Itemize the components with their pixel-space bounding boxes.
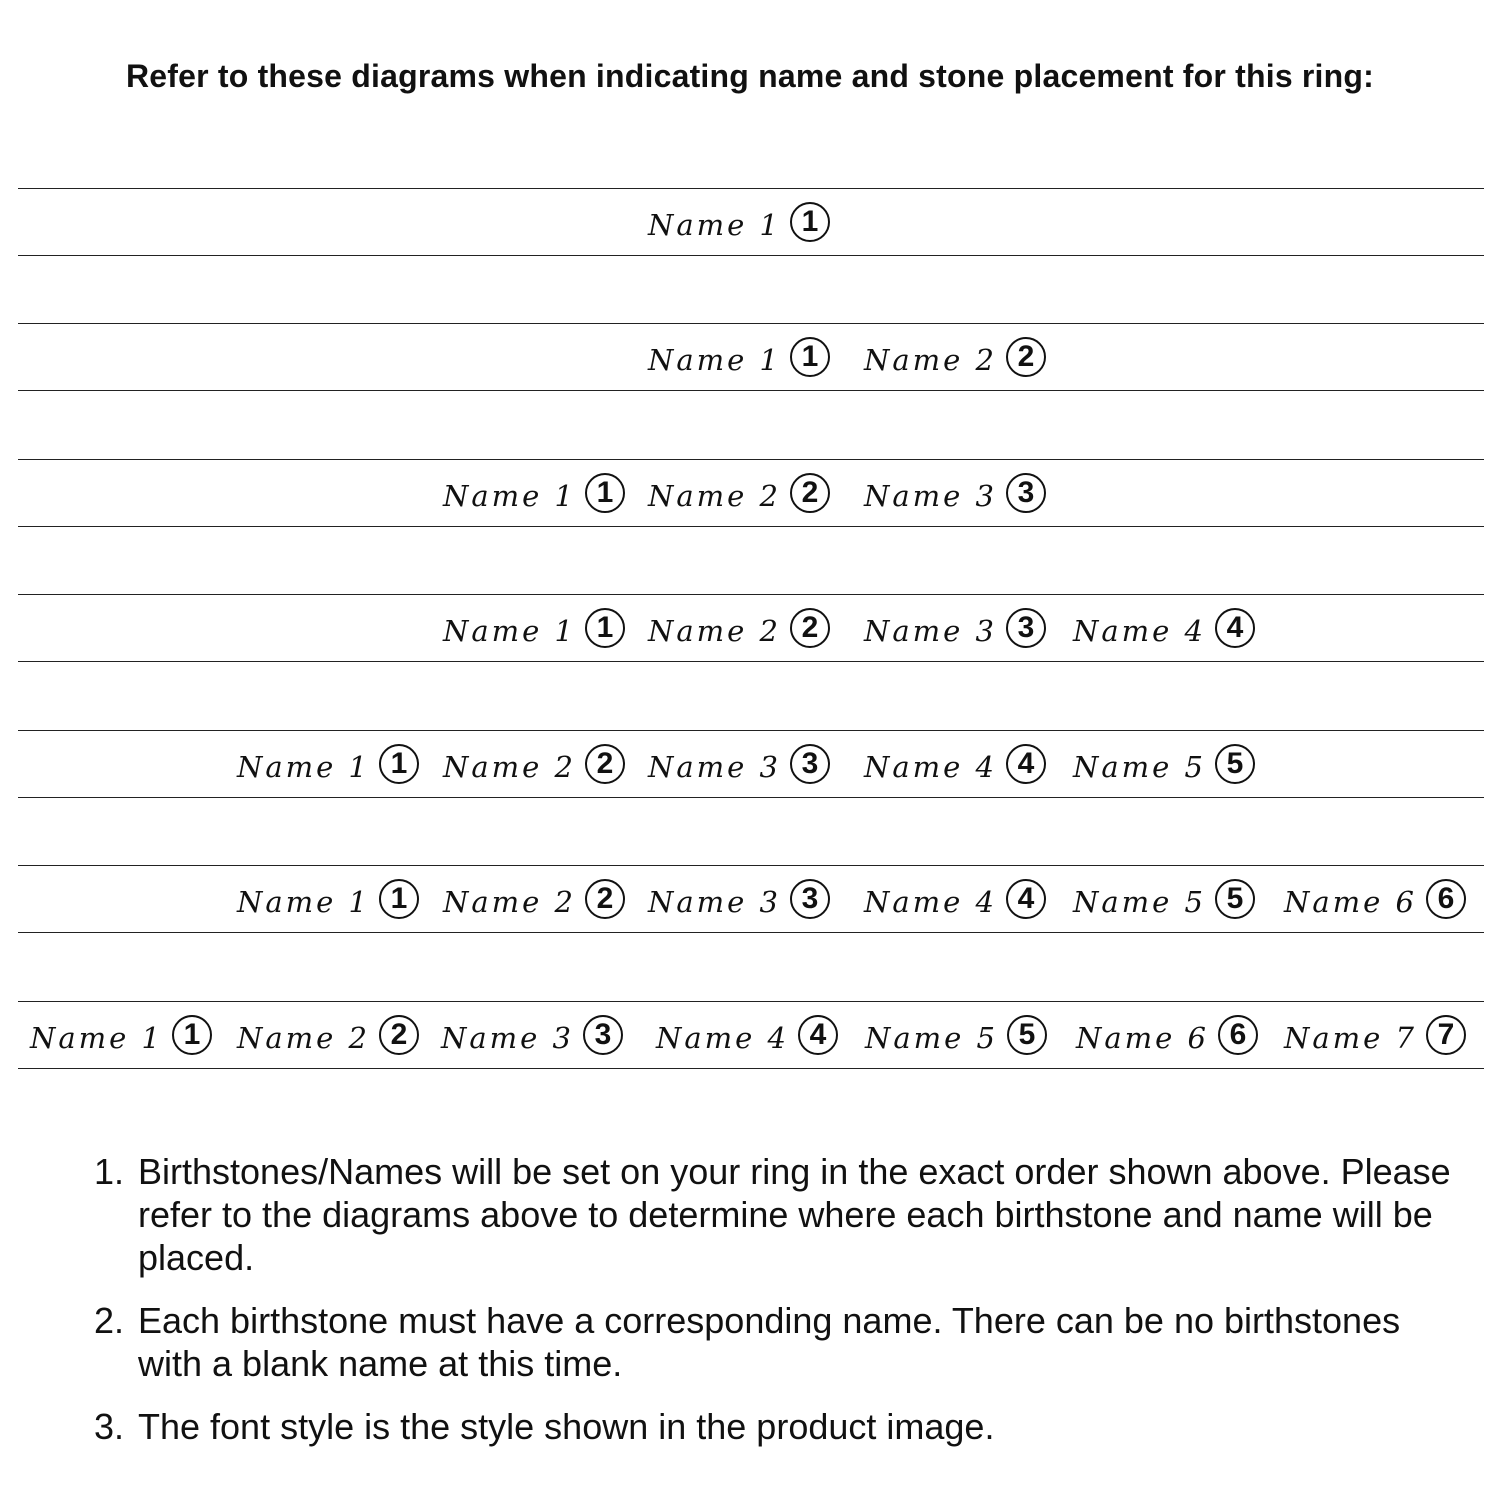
- stone-number-circle: 5: [1215, 744, 1255, 784]
- name-placeholder: Name 2: [648, 479, 781, 513]
- name-placeholder: Name 3: [864, 614, 997, 648]
- name-stone-slot: [648, 731, 830, 797]
- name-placeholder: Name 3: [441, 1021, 574, 1055]
- name-stone-slot: [656, 1002, 838, 1068]
- name-placeholder: Name 3: [864, 479, 997, 513]
- stone-number-circle: 3: [790, 744, 830, 784]
- name-stone-slot: [30, 1002, 212, 1068]
- stone-number-circle: 6: [1426, 879, 1466, 919]
- name-stone-slot: [648, 460, 830, 526]
- name-placeholder: Name 1: [237, 750, 370, 784]
- name-stone-slot: [864, 460, 1046, 526]
- name-placeholder: Name 2: [237, 1021, 370, 1055]
- instruction-text: The font style is the style shown in the product image.: [138, 1406, 995, 1447]
- stone-number-circle: 1: [379, 879, 419, 919]
- name-stone-slot: [237, 866, 419, 932]
- name-stone-slot: [237, 731, 419, 797]
- name-placeholder: Name 6: [1076, 1021, 1209, 1055]
- name-placeholder: Name 5: [1073, 750, 1206, 784]
- diagram-row-1: [18, 188, 1484, 256]
- name-placeholder: Name 5: [865, 1021, 998, 1055]
- name-placeholder: Name 4: [864, 885, 997, 919]
- diagram-row-6: [18, 865, 1484, 933]
- name-placeholder: Name 5: [1073, 885, 1206, 919]
- name-stone-slot: [441, 1002, 623, 1068]
- name-stone-slot: [1073, 731, 1255, 797]
- name-placeholder: Name 6: [1284, 885, 1417, 919]
- name-placeholder: Name 1: [237, 885, 370, 919]
- instruction-item: [94, 1150, 1454, 1279]
- stone-number-circle: 3: [583, 1015, 623, 1055]
- instruction-text: Each birthstone must have a corresponding name. There can be no birthstones with a blank name at this time.: [138, 1300, 1401, 1384]
- name-placeholder: Name 2: [443, 885, 576, 919]
- stone-number-circle: 1: [379, 744, 419, 784]
- name-placeholder: Name 1: [443, 479, 576, 513]
- name-stone-slot: [443, 866, 625, 932]
- name-stone-slot: [1076, 1002, 1258, 1068]
- name-placeholder: Name 1: [443, 614, 576, 648]
- instructions-list: [94, 1150, 1454, 1468]
- stone-number-circle: 2: [1006, 337, 1046, 377]
- name-placeholder: Name 3: [648, 885, 781, 919]
- stone-number-circle: 2: [585, 879, 625, 919]
- diagram-row-3: [18, 459, 1484, 527]
- stone-number-circle: 1: [790, 337, 830, 377]
- stone-number-circle: 1: [585, 473, 625, 513]
- stone-number-circle: 1: [790, 202, 830, 242]
- stone-number-circle: 2: [790, 473, 830, 513]
- instruction-number: 2.: [94, 1300, 125, 1341]
- name-stone-slot: [648, 189, 830, 255]
- diagram-row-7: [18, 1001, 1484, 1069]
- stone-number-circle: 2: [790, 608, 830, 648]
- name-stone-slot: [864, 866, 1046, 932]
- name-stone-slot: [648, 595, 830, 661]
- name-stone-slot: [864, 731, 1046, 797]
- name-stone-slot: [1073, 595, 1255, 661]
- name-placeholder: Name 7: [1284, 1021, 1417, 1055]
- stone-number-circle: 2: [585, 744, 625, 784]
- stone-number-circle: 7: [1426, 1015, 1466, 1055]
- stone-number-circle: 4: [1006, 744, 1046, 784]
- name-placeholder: Name 3: [648, 750, 781, 784]
- name-stone-slot: [648, 324, 830, 390]
- stone-number-circle: 5: [1007, 1015, 1047, 1055]
- stone-number-circle: 4: [1215, 608, 1255, 648]
- stone-number-circle: 1: [585, 608, 625, 648]
- instruction-number: 1.: [94, 1151, 125, 1192]
- name-placeholder: Name 1: [648, 208, 781, 242]
- diagram-row-4: [18, 594, 1484, 662]
- name-stone-slot: [1284, 866, 1466, 932]
- instruction-number: 3.: [94, 1406, 125, 1447]
- name-placeholder: Name 2: [648, 614, 781, 648]
- name-stone-slot: [864, 595, 1046, 661]
- name-placeholder: Name 2: [864, 343, 997, 377]
- stone-number-circle: 2: [379, 1015, 419, 1055]
- instruction-item: [94, 1405, 1454, 1448]
- stone-number-circle: 3: [1006, 473, 1046, 513]
- page-title: Refer to these diagrams when indicating name and stone placement for this ring:: [125, 58, 1375, 94]
- name-placeholder: Name 2: [443, 750, 576, 784]
- stone-number-circle: 5: [1215, 879, 1255, 919]
- name-placeholder: Name 1: [648, 343, 781, 377]
- name-stone-slot: [1073, 866, 1255, 932]
- instruction-item: [94, 1299, 1454, 1385]
- instruction-text: Birthstones/Names will be set on your ring in the exact order shown above. Please refer to the diagrams above to determine where each birthstone and name will be placed.: [138, 1151, 1451, 1278]
- name-placeholder: Name 4: [864, 750, 997, 784]
- diagram-row-5: [18, 730, 1484, 798]
- stone-number-circle: 4: [798, 1015, 838, 1055]
- stone-number-circle: 3: [790, 879, 830, 919]
- name-placeholder: Name 1: [30, 1021, 163, 1055]
- name-stone-slot: [443, 595, 625, 661]
- name-stone-slot: [443, 731, 625, 797]
- name-stone-slot: [1284, 1002, 1466, 1068]
- stone-number-circle: 6: [1218, 1015, 1258, 1055]
- stone-number-circle: 4: [1006, 879, 1046, 919]
- name-stone-slot: [443, 460, 625, 526]
- name-stone-slot: [648, 866, 830, 932]
- name-stone-slot: [864, 324, 1046, 390]
- name-placeholder: Name 4: [1073, 614, 1206, 648]
- stone-number-circle: 3: [1006, 608, 1046, 648]
- diagram-row-2: [18, 323, 1484, 391]
- name-stone-slot: [865, 1002, 1047, 1068]
- name-placeholder: Name 4: [656, 1021, 789, 1055]
- name-stone-slot: [237, 1002, 419, 1068]
- stone-number-circle: 1: [172, 1015, 212, 1055]
